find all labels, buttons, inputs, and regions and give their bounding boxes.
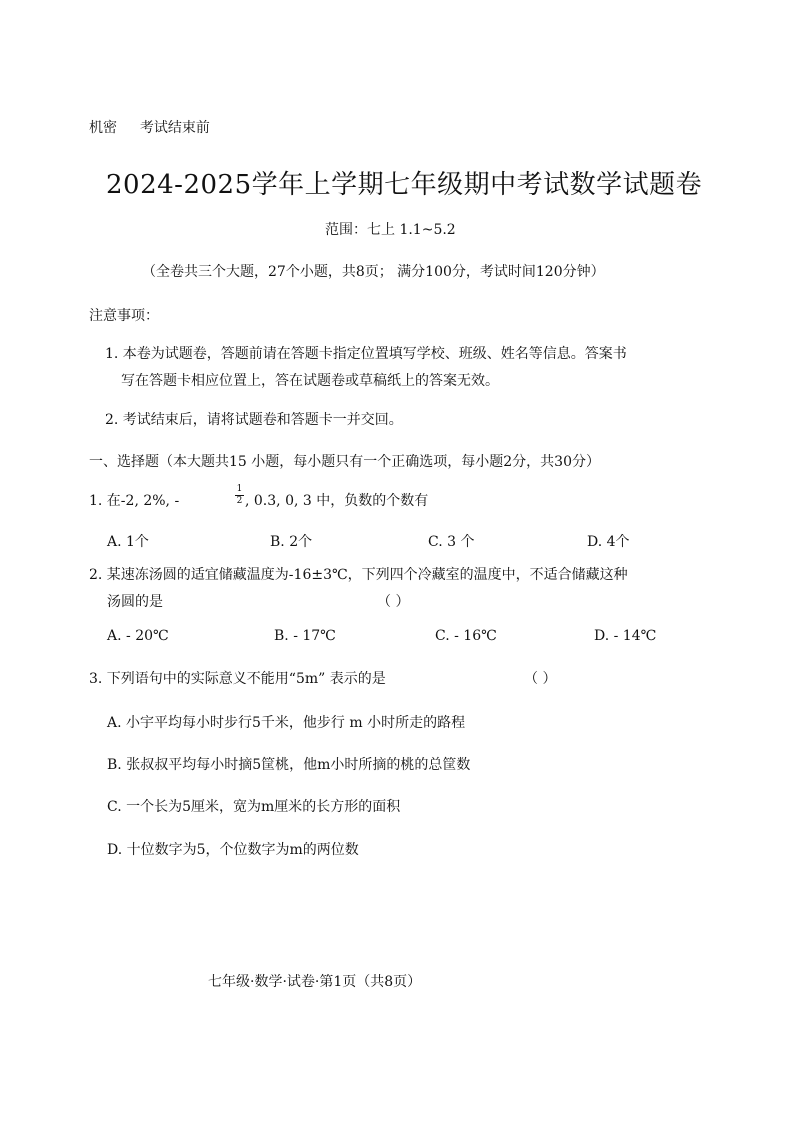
fraction-numerator: 1 xyxy=(236,484,243,494)
question-1-fraction xyxy=(235,485,244,506)
q3-option-a: A. 小宇平均每小时步行5千米，他步行 m 小时所走的路程 xyxy=(107,715,466,731)
q1-option-c: C. 3 个 xyxy=(428,534,475,550)
question-2-bracket: （ ） xyxy=(377,594,410,610)
q3-option-b: B. 张叔叔平均每小时摘5筐桃，他m小时所摘的桃的总筐数 xyxy=(107,757,471,773)
note-item-1-line2: 写在答题卡相应位置上，答在试题卷或草稿纸上的答案无效。 xyxy=(121,373,499,389)
note-item-1-line1: 1. 本卷为试题卷，答题前请在答题卡指定位置填写学校、班级、姓名等信息。答案书 xyxy=(105,346,627,362)
q1-option-a: A. 1个 xyxy=(107,534,149,550)
fraction-denominator: 2 xyxy=(236,496,243,506)
q2-option-a: A. - 20℃ xyxy=(107,628,169,644)
question-1-stem-b: , 0.3, 0, 3 中，负数的个数有 xyxy=(245,493,429,509)
page-title: 2024-2025学年上学期七年级期中考试数学试题卷 xyxy=(106,170,703,200)
q2-option-b: B. - 17℃ xyxy=(274,628,336,644)
q1-option-d: D. 4个 xyxy=(587,534,630,550)
q2-option-d: D. - 14℃ xyxy=(594,628,657,644)
confidential-text: 机密 xyxy=(89,120,117,136)
question-2-line1: 2. 某速冻汤圆的适宜储藏温度为-16±3℃，下列四个冷藏室的温度中，不适合储藏这种 xyxy=(89,567,628,583)
q3-option-d: D. 十位数字为5，个位数字为m的两位数 xyxy=(107,842,359,858)
question-3-bracket: （ ） xyxy=(524,671,557,687)
page-footer: 七年级·数学·试卷·第1页（共8页） xyxy=(208,974,422,990)
before-end-text: 考试结束前 xyxy=(139,120,210,136)
q2-option-c: C. - 16℃ xyxy=(435,628,497,644)
confidential-label xyxy=(89,117,210,137)
exam-info: （全卷共三个大题，27个小题，共8页； 满分100分，考试时间120分钟） xyxy=(142,264,605,280)
question-1-stem-a: 1. 在-2, 2%, - xyxy=(89,493,180,509)
question-3-stem: 3. 下列语句中的实际意义不能用“5m” 表示的是 xyxy=(89,671,386,687)
scope-text: 范围：七上 1.1~5.2 xyxy=(325,222,456,238)
section-heading: 一、选择题（本大题共15 小题，每小题只有一个正确选项，每小题2分，共30分） xyxy=(89,454,600,470)
note-item-2: 2. 考试结束后，请将试题卷和答题卡一并交回。 xyxy=(105,412,403,428)
question-2-line2: 汤圆的是 xyxy=(107,594,163,610)
q1-option-b: B. 2个 xyxy=(270,534,313,550)
q3-option-c: C. 一个长为5厘米，宽为m厘米的长方形的面积 xyxy=(107,799,401,815)
notes-heading: 注意事项： xyxy=(89,308,159,324)
